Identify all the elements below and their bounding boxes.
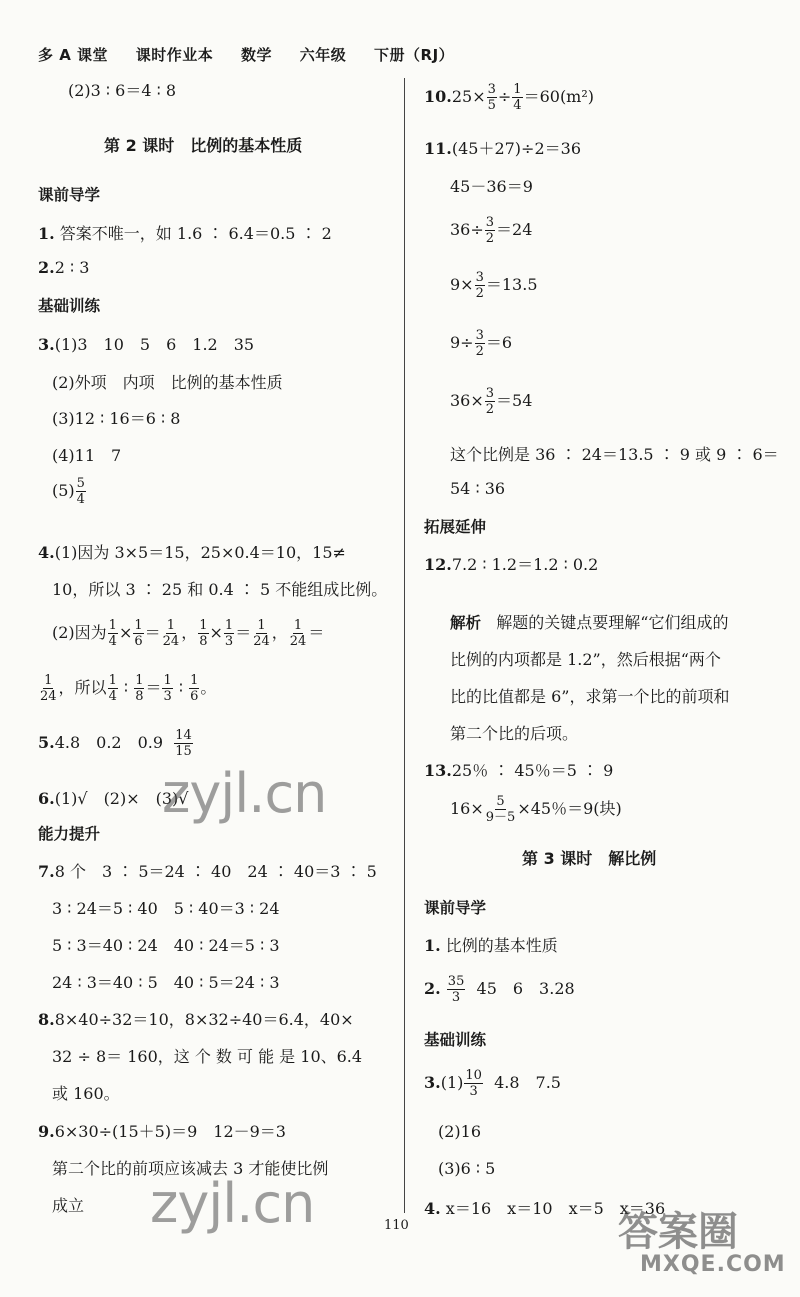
q5: 5.4.8 0.2 0.9 $\frac{14}{15}$	[38, 728, 192, 759]
q9-line2: 第二个比的前项应该减去 3 才能使比例	[52, 1159, 329, 1178]
p2: 2. $\frac{35}{3}$ 45 6 3.28	[424, 974, 575, 1005]
section-basic: 基础训练	[38, 297, 101, 315]
q3b: (2)外项 内项 比例的基本性质	[52, 373, 283, 392]
q11-line3: 36÷ $\frac{3}{2}$ ＝24	[450, 215, 533, 246]
q7-line4: 24 ∶ 3＝40 ∶ 5 40 ∶ 5＝24 ∶ 3	[52, 973, 280, 992]
q12-analysis1: 解析 解题的关键点要理解“它们组成的	[450, 613, 729, 632]
q3d: (4)11 7	[52, 446, 122, 465]
q13-line2: 16× $\frac{5}{9-5}$ ×45％＝9(块)	[450, 794, 622, 825]
p3c: (3)6 ∶ 5	[438, 1159, 496, 1178]
lesson2-title: 第 2 课时 比例的基本性质	[104, 136, 303, 155]
header-subject: 数学	[241, 46, 273, 64]
page-header	[38, 44, 476, 65]
q6: 6.(1)√ (2)× (3)√	[38, 789, 189, 808]
header-book: 课时作业本	[135, 46, 214, 64]
q3c: (3)12 ∶ 16＝6 ∶ 8	[52, 409, 181, 428]
p3a: 3.(1) $\frac{10}{3}$ 4.8 7.5	[424, 1068, 561, 1099]
q11-line6: 36× $\frac{3}{2}$ ＝54	[450, 386, 533, 417]
q11-conclusion1: 这个比例是 36 ∶ 24＝13.5 ∶ 9 或 9 ∶ 6＝	[450, 445, 779, 464]
page-number: 110	[384, 1218, 409, 1233]
q11-line5: 9÷ $\frac{3}{2}$ ＝6	[450, 328, 513, 359]
q11-line1: 11.(45＋27)÷2＝36	[424, 139, 581, 158]
p1: 1. 比例的基本性质	[424, 936, 558, 955]
header-volume: 下册（RJ）	[374, 46, 455, 64]
column-divider	[404, 78, 405, 1213]
q12-analysis3: 比的比值都是 6”，求第一个比的前项和	[450, 687, 730, 706]
q8-line2: 32 ÷ 8＝ 160，这 个 数 可 能 是 10、6.4	[52, 1047, 363, 1066]
q4-line2: 10，所以 3 ∶ 25 和 0.4 ∶ 5 不能组成比例。	[52, 580, 388, 599]
section-basic-2: 基础训练	[424, 1031, 487, 1049]
header-grade: 六年级	[299, 46, 347, 64]
q10: 10.25× $\frac{3}{5}$ ÷ $\frac{1}{4}$ ＝60(m²)	[424, 82, 595, 113]
q2: 2.2 ∶ 3	[38, 258, 90, 277]
q7-line2: 3 ∶ 24＝5 ∶ 40 5 ∶ 40＝3 ∶ 24	[52, 899, 280, 918]
q1: 1. 答案不唯一，如 1.6 ∶ 6.4＝0.5 ∶ 2	[38, 224, 332, 243]
q4-line1: 4.(1)因为 3×5＝15，25×0.4＝10，15≠	[38, 543, 346, 562]
q3a: 3.(1)3 10 5 6 1.2 35	[38, 335, 255, 354]
q3e: (5) $\frac{5}{4}$	[52, 476, 85, 507]
section-preview: 课前导学	[38, 186, 101, 204]
q11-conclusion2: 54 ∶ 36	[450, 479, 506, 498]
q8-line1: 8.8×40÷32＝10，8×32÷40＝6.4，40×	[38, 1010, 354, 1029]
watermark-logo: 答案圈	[618, 1209, 738, 1255]
q7-line1: 7.8 个 3 ∶ 5＝24 ∶ 40 24 ∶ 40＝3 ∶ 5	[38, 862, 377, 881]
section-extend: 拓展延伸	[424, 518, 487, 536]
lesson3-title: 第 3 课时 解比例	[522, 849, 657, 868]
watermark-zyjl-1: zyjl.cn	[162, 762, 327, 825]
q9-line1: 9.6×30÷(15＋5)＝9 12－9＝3	[38, 1122, 286, 1141]
section-ability: 能力提升	[38, 825, 101, 843]
watermark-logo-url: MXQE.COM	[640, 1252, 786, 1277]
q7-line3: 5 ∶ 3＝40 ∶ 24 40 ∶ 24＝5 ∶ 3	[52, 936, 280, 955]
q12: 12.7.2 ∶ 1.2＝1.2 ∶ 0.2	[424, 555, 599, 574]
q4-line4: $\frac{1}{24}$ ，所以 $\frac{1}{4}$ ∶ $\frac{1}{8}$ ＝ $\frac{1}{3}$ ∶ $\frac{1}{6}$ 。	[40, 673, 217, 704]
header-series: 多 A 课堂	[38, 46, 109, 64]
fraction: $\frac{5}{4}$	[76, 476, 85, 507]
p4: 4. x＝16 x＝10 x＝5 x＝36	[424, 1199, 666, 1218]
q12-analysis4: 第二个比的后项。	[450, 724, 579, 743]
q11-line4: 9× $\frac{3}{2}$ ＝13.5	[450, 270, 538, 301]
q12-analysis2: 比例的内项都是 1.2”，然后根据“两个	[450, 650, 721, 669]
q9-line3: 成立	[52, 1196, 85, 1215]
q8-line3: 或 160。	[52, 1084, 120, 1103]
q4-line3: (2)因为 $\frac{1}{4}$ × $\frac{1}{6}$ ＝ $\frac{1}{24}$ ， $\frac{1}{8}$ × $\frac{1}{3}$ ＝ $\frac{1}{24}$ ， $\frac{1}{24}$ ＝	[52, 618, 325, 649]
q11-line2: 45－36＝9	[450, 177, 533, 196]
q13-line1: 13.25％ ∶ 45％＝5 ∶ 9	[424, 761, 614, 780]
p3b: (2)16	[438, 1122, 482, 1141]
section-preview-2: 课前导学	[424, 899, 487, 917]
top-line: (2)3 ∶ 6＝4 ∶ 8	[68, 81, 177, 100]
watermark-zyjl-2: zyjl.cn	[150, 1172, 315, 1235]
